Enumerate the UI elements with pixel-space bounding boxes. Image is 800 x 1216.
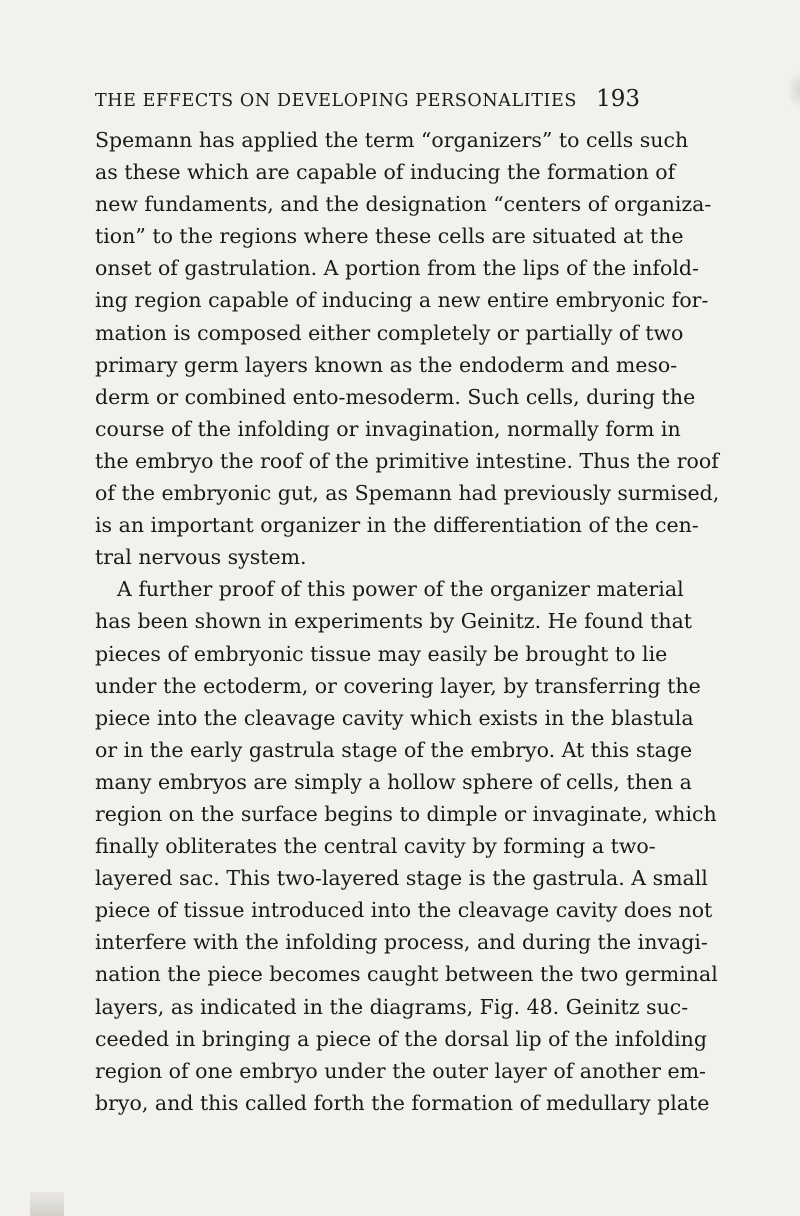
text-line: onset of gastrulation. A portion from the lips of the infold- (95, 256, 699, 281)
text-line: interfere with the infolding process, and during the invagi- (95, 930, 708, 955)
text-line: layers, as indicated in the diagrams, Fig. 48. Geinitz suc- (95, 994, 689, 1019)
text-line: Spemann has applied the term “organizers” to cells such (95, 128, 689, 152)
running-head (95, 86, 640, 116)
text-line: A further proof of this power of the organizer material (117, 577, 684, 602)
text-line: region of one embryo under the outer layer of another em- (95, 1058, 706, 1083)
text-line: tral nervous system. (95, 545, 307, 570)
body-text (95, 124, 720, 1119)
text-line: bryo, and this called forth the formation of medullary plate (95, 1090, 710, 1115)
text-line: or in the early gastrula stage of the embryo. At this stage (95, 737, 693, 762)
text-line: new fundaments, and the designation “centers of organiza- (95, 192, 712, 217)
text-line: finally obliterates the central cavity by forming a two- (95, 834, 656, 859)
text-line: tion” to the regions where these cells are situated at the (95, 224, 684, 249)
text-line: nation the piece becomes caught between the two germinal (95, 962, 718, 987)
scan-artifact (30, 1192, 64, 1216)
text-line: is an important organizer in the differentiation of the cen- (95, 513, 699, 538)
text-line: many embryos are simply a hollow sphere of cells, then a (95, 769, 692, 794)
text-line: layered sac. This two-layered stage is the gastrula. A small (95, 866, 708, 891)
text-line: ceeded in bringing a piece of the dorsal lip of the infolding (95, 1026, 707, 1051)
text-line: has been shown in experiments by Geinitz. He found that (95, 609, 693, 634)
text-line: pieces of embryonic tissue may easily be brought to lie (95, 641, 668, 666)
running-title: THE EFFECTS ON DEVELOPING PERSONALITIES (95, 91, 577, 111)
text-line: the embryo the roof of the primitive intestine. Thus the roof (95, 448, 719, 473)
text-line: mation is composed either completely or partially of two (95, 320, 684, 345)
text-line: as these which are capable of inducing the formation of (95, 160, 676, 185)
text-line: derm or combined ento-mesoderm. Such cells, during the (95, 384, 696, 409)
text-line: of the embryonic gut, as Spemann had previously surmised, (95, 481, 720, 506)
text-line: under the ectoderm, or covering layer, by transferring the (95, 673, 701, 698)
page-number: 193 (596, 86, 640, 112)
page-edge-shadow (786, 70, 800, 110)
text-line: region on the surface begins to dimple or invaginate, which (95, 801, 717, 826)
text-line: primary germ layers known as the endoderm and meso- (95, 352, 678, 377)
text-line: ing region capable of inducing a new entire embryonic for- (95, 288, 709, 313)
text-line: piece into the cleavage cavity which exists in the blastula (95, 705, 694, 730)
text-line: course of the infolding or invagination, normally form in (95, 416, 681, 441)
text-line: piece of tissue introduced into the cleavage cavity does not (95, 898, 713, 923)
